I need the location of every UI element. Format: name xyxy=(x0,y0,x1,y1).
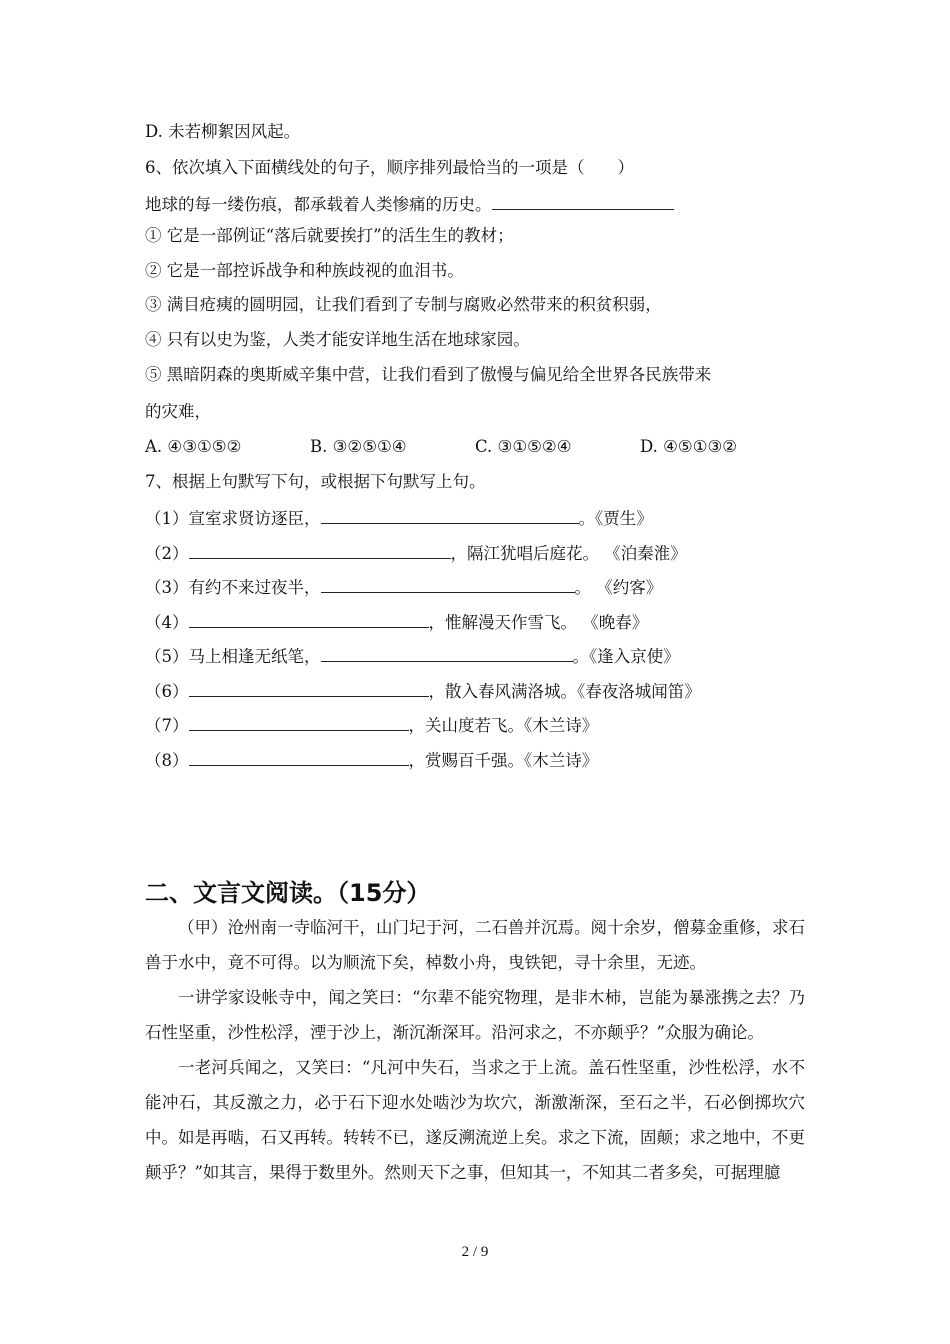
q6-item-4: ④ 只有以史为鉴，人类才能安详地生活在地球家园。 xyxy=(145,330,530,349)
q7-item-4 xyxy=(145,610,648,633)
item-number: （5） xyxy=(145,647,189,666)
verse-given: 宣室求贤访逐臣， xyxy=(188,509,321,528)
item-number: （8） xyxy=(145,751,189,770)
verse-given: 马上相逢无纸笔， xyxy=(188,647,321,666)
q6-option-c: C. ③①⑤②④ xyxy=(475,437,572,456)
q6-lead xyxy=(145,192,674,215)
item-number: （2） xyxy=(145,544,189,563)
passage-paragraph-3: 一老河兵闻之，又笑曰：“凡河中失石，当求之于上流。盖石性坚重，沙性松浮，水不能冲石，其反激之力，必于石下迎水处啮沙为坎穴，渐激渐深，至石之半，石必倒掷坎穴中。如是再啮，石又再转。转转不已，遂反溯流逆上矣。求之下流，固颠；求之地中，不更颠乎？”如其言，果得于数里外。然则天下之事，但知其一，不知其二者多矣，可据理臆 xyxy=(145,1058,805,1182)
passage-paragraph-1: （甲）沧州南一寺临河干，山门圮于河，二石兽并沉焉。阅十余岁，僧募金重修，求石兽于水中，竟不可得。以为顺流下矣，棹数小舟，曳铁钯，寻十余里，无迹。 xyxy=(145,918,805,972)
verse-source: 。《逢入京使》 xyxy=(572,647,680,666)
q7-stem: 7、根据上句默写下句，或根据下句默写上句。 xyxy=(145,472,486,491)
answer-blank xyxy=(189,748,409,766)
verse-source: 。 《约客》 xyxy=(574,578,663,597)
answer-blank xyxy=(189,679,429,697)
q7-item-6 xyxy=(145,679,701,702)
verse-given: ，隔江犹唱后庭花。 《泊秦淮》 xyxy=(450,544,687,563)
q6-item-5: ⑤ 黑暗阴森的奥斯威辛集中营，让我们看到了傲慢与偏见给全世界各民族带来 xyxy=(145,365,712,384)
verse-given: ，散入春风满洛城。《春夜洛城闻笛》 xyxy=(428,682,701,701)
q7-item-3 xyxy=(145,575,662,598)
q7-item-2 xyxy=(145,541,687,564)
answer-blank xyxy=(492,192,674,210)
q6-item-2: ② 它是一部控诉战争和种族歧视的血泪书。 xyxy=(145,261,464,280)
verse-given: 有约不来过夜半， xyxy=(188,578,321,597)
item-number: （1） xyxy=(145,509,189,528)
verse-source: 。《贾生》 xyxy=(578,509,653,528)
q6-lead-text: 地球的每一缕伤痕，都承载着人类惨痛的历史。 xyxy=(145,195,492,214)
q6-item-5-cont: 的灾难， xyxy=(145,402,211,421)
answer-blank xyxy=(189,610,429,628)
q6-item-1: ① 它是一部例证“落后就要挨打”的活生生的教材； xyxy=(145,226,514,245)
q6-options xyxy=(145,437,737,457)
item-number: （6） xyxy=(145,682,189,701)
q6-option-d: D. ④⑤①③② xyxy=(640,437,738,456)
q7-item-7 xyxy=(145,713,598,736)
verse-given: ，关山度若飞。《木兰诗》 xyxy=(408,716,599,735)
q6-stem: 6、依次填入下面横线处的句子，顺序排列最恰当的一项是（ ） xyxy=(145,158,634,177)
q6-option-a: A. ④③①⑤② xyxy=(145,437,242,456)
answer-blank xyxy=(321,644,573,662)
answer-blank xyxy=(189,713,409,731)
verse-given: ，惟解漫天作雪飞。 《晚春》 xyxy=(428,613,649,632)
q7-item-8 xyxy=(145,748,598,771)
page-number: 2 / 9 xyxy=(461,1244,489,1260)
answer-blank xyxy=(189,541,451,559)
item-number: （4） xyxy=(145,613,189,632)
classical-chinese-passage xyxy=(145,910,805,1190)
passage-paragraph-2: 一讲学家设帐寺中，闻之笑曰：“尔辈不能究物理，是非木柿，岂能为暴涨携之去？乃石性坚重，沙性松浮，湮于沙上，渐沉渐深耳。沿河求之，不亦颠乎？”众服为确论。 xyxy=(145,988,805,1042)
item-number: （7） xyxy=(145,716,189,735)
verse-given: ，赏赐百千强。《木兰诗》 xyxy=(408,751,599,770)
q7-item-5 xyxy=(145,644,680,667)
item-number: （3） xyxy=(145,578,189,597)
answer-blank xyxy=(321,506,579,524)
answer-blank xyxy=(321,575,575,593)
q5-option-d: D. 未若柳絮因风起。 xyxy=(145,122,301,141)
section-title: 二、文言文阅读。（15分） xyxy=(145,879,431,907)
q6-option-b: B. ③②⑤①④ xyxy=(310,437,407,456)
q7-item-1 xyxy=(145,506,653,529)
q6-item-3: ③ 满目疮痍的圆明园，让我们看到了专制与腐败必然带来的积贫积弱， xyxy=(145,295,662,314)
